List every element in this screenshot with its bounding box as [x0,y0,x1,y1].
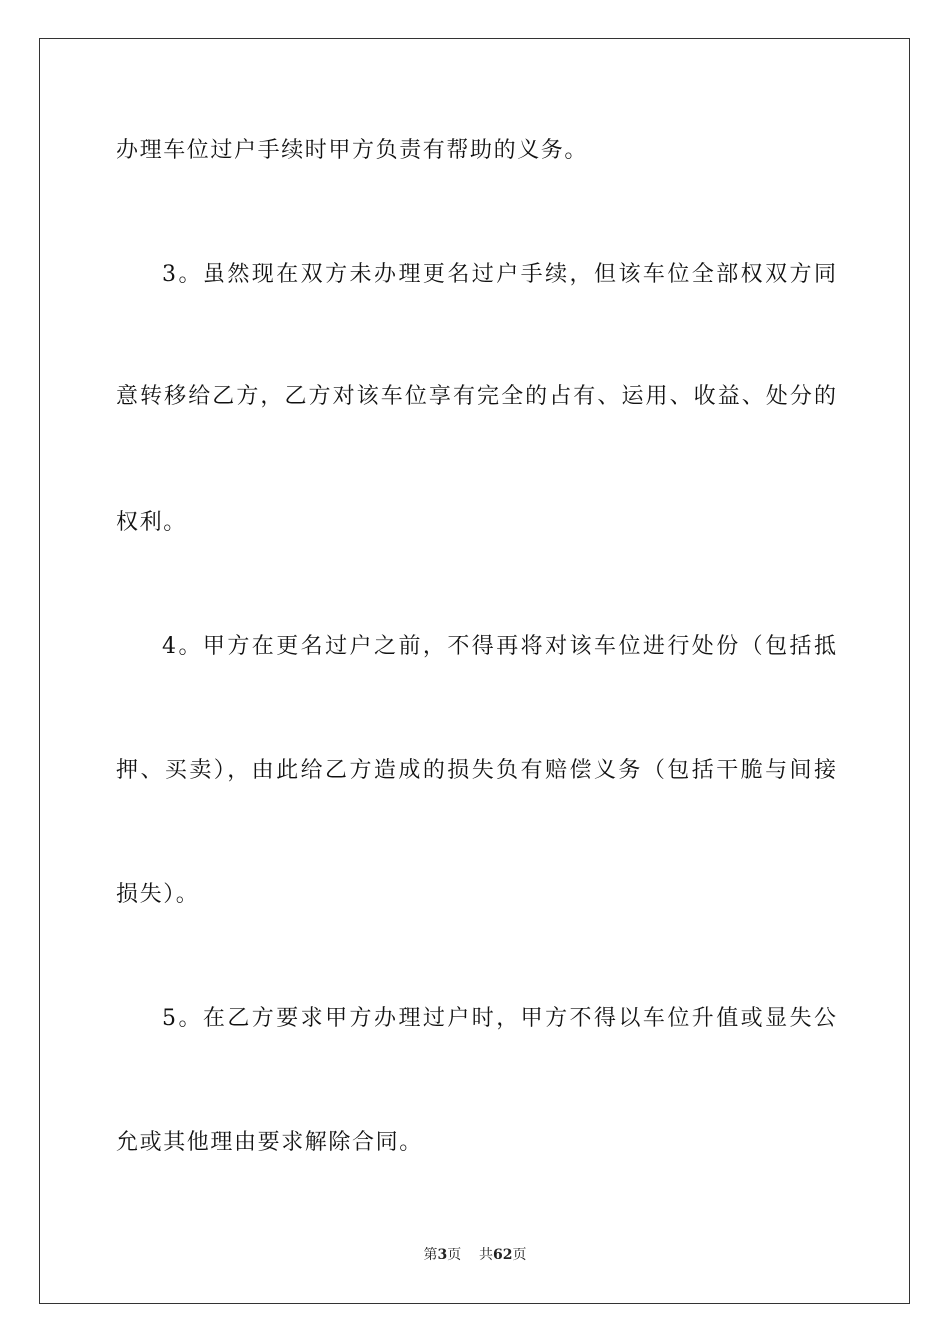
paragraph-line-9: 允或其他理由要求解除合同。 [116,1130,423,1155]
paragraph-line-2: 3。虽然现在双方未办理更名过户手续，但该车位全部权双方同 [162,262,836,287]
paragraph-line-5: 4。甲方在更名过户之前，不得再将对该车位进行处份（包括抵 [162,634,836,659]
page-suffix: 页 [447,1247,462,1263]
total-suffix: 页 [512,1247,527,1263]
paragraph-line-1: 办理车位过户手续时甲方负责有帮助的义务。 [116,138,589,163]
page-footer [0,1246,950,1264]
current-page-number: 3 [437,1247,448,1263]
paragraph-line-6: 押、买卖），由此给乙方造成的损失负有赔偿义务（包括干脆与间接 [116,758,836,783]
total-page-count: 62 [493,1247,513,1263]
paragraph-line-3: 意转移给乙方，乙方对该车位享有完全的占有、运用、收益、处分的 [116,384,836,409]
paragraph-line-4: 权利。 [116,510,187,535]
total-prefix: 共 [479,1247,494,1263]
page-border [39,38,910,1304]
paragraph-line-8: 5。在乙方要求甲方办理过户时，甲方不得以车位升值或显失公 [162,1006,836,1031]
page-prefix: 第 [423,1247,438,1263]
paragraph-line-7: 损失）。 [116,882,200,907]
